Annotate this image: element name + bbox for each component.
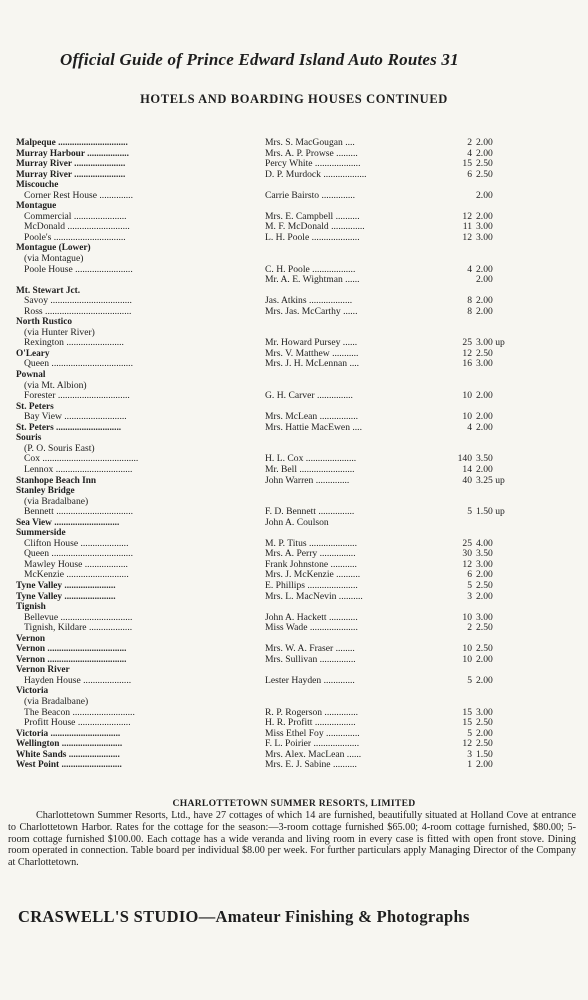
place-name: North Rustico <box>16 317 73 328</box>
daily-rate: 2.00 <box>476 653 493 665</box>
place-name: Savoy .................................. <box>24 295 132 307</box>
proprietor-name: Mrs. Sullivan ............... <box>265 653 356 665</box>
place-name: Wellington .......................... <box>16 739 123 750</box>
proprietor-name: C. H. Poole .................. <box>265 263 356 275</box>
daily-rate: 1.50 up <box>476 506 505 518</box>
daily-rate: 3.50 <box>476 548 493 560</box>
place-name: Summerside <box>16 528 66 539</box>
place-name: Mt. Stewart Jct. <box>16 285 81 296</box>
room-count: 16 <box>462 358 472 370</box>
daily-rate: 3.00 <box>476 611 493 623</box>
place-name: Bellevue .............................. <box>24 611 133 623</box>
proprietor-name: Mrs. L. MacNevin .......... <box>265 590 363 602</box>
listing-row <box>16 191 536 202</box>
proprietor-name: Jas. Atkins .................. <box>265 295 353 307</box>
listing-row <box>16 486 536 497</box>
place-name: McKenzie .......................... <box>24 569 129 581</box>
daily-rate: 2.00 <box>476 263 493 275</box>
room-count: 10 <box>462 653 472 665</box>
proprietor-name: Mrs. A. P. Prowse ......... <box>265 147 358 159</box>
room-count: 12 <box>462 558 472 570</box>
daily-rate: 2.50 <box>476 622 493 634</box>
place-name: Vernon <box>16 633 46 644</box>
listing-row <box>16 233 536 244</box>
room-count: 10 <box>462 390 472 402</box>
proprietor-name: John Warren .............. <box>265 474 350 486</box>
place-name: Tyne Valley ...................... <box>16 591 116 602</box>
proprietor-name: Mrs. W. A. Fraser ........ <box>265 643 355 655</box>
daily-rate: 2.00 <box>476 674 493 686</box>
daily-rate: 3.00 up <box>476 337 505 349</box>
daily-rate: 2.00 <box>476 210 493 222</box>
place-name: Sea View ............................ <box>16 517 120 528</box>
proprietor-name: Mrs. J. McKenzie .......... <box>265 569 361 581</box>
place-name: Victoria <box>16 686 49 697</box>
place-name: Ross .................................... <box>24 305 132 317</box>
proprietor-name: Mr. A. E. Wightman ...... <box>265 274 360 286</box>
room-count: 12 <box>462 738 472 750</box>
listing-row <box>16 697 536 708</box>
room-count: 10 <box>462 611 472 623</box>
daily-rate: 2.50 <box>476 579 493 591</box>
daily-rate: 2.00 <box>476 569 493 581</box>
daily-rate: 3.00 <box>476 358 493 370</box>
proprietor-name: Mrs. S. MacGougan .... <box>265 137 355 148</box>
daily-rate: 1.50 <box>476 748 493 760</box>
listing-row <box>16 275 536 286</box>
daily-rate: 2.50 <box>476 717 493 729</box>
proprietor-name: Mrs. E. Campbell .......... <box>265 210 360 222</box>
room-count: 5 <box>467 506 472 518</box>
daily-rate: 2.00 <box>476 189 493 201</box>
listing-row <box>16 370 536 381</box>
proprietor-name: Frank Johnstone ........... <box>265 558 357 570</box>
place-name: Poole House ........................ <box>24 263 133 275</box>
room-count: 4 <box>467 147 472 159</box>
place-name: McDonald .......................... <box>24 221 130 233</box>
place-name: Rexington ........................ <box>24 337 124 349</box>
room-count: 2 <box>467 137 472 148</box>
room-count: 14 <box>462 463 472 475</box>
place-name: Lennox ................................ <box>24 463 133 475</box>
place-name: Malpeque .............................. <box>16 138 128 148</box>
daily-rate: 3.50 <box>476 453 493 465</box>
listing-row <box>16 655 536 666</box>
place-name: (via Bradalbane) <box>24 495 89 507</box>
room-count: 30 <box>462 548 472 560</box>
daily-rate: 2.00 <box>476 295 493 307</box>
proprietor-name: M. P. Titus .................... <box>265 537 357 549</box>
room-count: 8 <box>467 295 472 307</box>
place-name: Montague <box>16 201 57 212</box>
listing-row <box>16 465 536 476</box>
place-name: Victoria .............................. <box>16 728 121 739</box>
place-name: Bay View .......................... <box>24 411 127 423</box>
place-name: (P. O. Souris East) <box>24 442 95 454</box>
room-count: 25 <box>462 337 472 349</box>
section-heading: HOTELS AND BOARDING HOUSES CONTINUED <box>140 92 448 106</box>
proprietor-name: Mrs. McLean ................ <box>265 411 358 423</box>
proprietor-name: G. H. Carver ............... <box>265 390 353 402</box>
room-count: 6 <box>467 569 472 581</box>
place-name: (via Montague) <box>24 253 84 265</box>
daily-rate: 2.50 <box>476 738 493 750</box>
daily-rate: 2.00 <box>476 147 493 159</box>
listing-row <box>16 170 536 181</box>
proprietor-name: Mrs. Jas. McCarthy ...... <box>265 305 358 317</box>
daily-rate: 2.00 <box>476 421 493 433</box>
daily-rate: 2.00 <box>476 390 493 402</box>
listing-row <box>16 476 536 487</box>
proprietor-name: F. D. Bennett ............... <box>265 506 355 518</box>
proprietor-name: Mrs. A. Perry ............... <box>265 548 356 560</box>
place-name: Montague (Lower) <box>16 243 91 254</box>
place-name: Tyne Valley ...................... <box>16 580 116 591</box>
place-name: Murray Harbour .................. <box>16 148 129 159</box>
listing-row <box>16 686 536 697</box>
proprietor-name: Mr. Howard Pursey ...... <box>265 337 358 349</box>
place-name: Clifton House .................... <box>24 537 129 549</box>
daily-rate: 3.00 <box>476 706 493 718</box>
proprietor-name: Mrs. E. J. Sabine .......... <box>265 759 357 771</box>
room-count: 15 <box>462 717 472 729</box>
room-count: 15 <box>462 158 472 170</box>
place-name: Forester .............................. <box>24 390 130 402</box>
daily-rate: 2.00 <box>476 305 493 317</box>
place-name: Murray River ...................... <box>16 169 126 180</box>
place-name: Cox ........................................ <box>24 453 139 465</box>
room-count: 3 <box>467 590 472 602</box>
proprietor-name: Mrs. J. H. McLennan .... <box>265 358 360 370</box>
daily-rate: 2.50 <box>476 347 493 359</box>
room-count: 12 <box>462 231 472 243</box>
proprietor-name: Miss Wade .................... <box>265 622 358 634</box>
place-name: Stanley Bridge <box>16 486 75 497</box>
room-count: 2 <box>467 622 472 634</box>
room-count: 5 <box>467 579 472 591</box>
daily-rate: 2.00 <box>476 411 493 423</box>
place-name: Commercial ...................... <box>24 210 127 222</box>
place-name: West Point .......................... <box>16 760 122 771</box>
daily-rate: 2.00 <box>476 137 493 148</box>
place-name: Miscouche <box>16 180 59 191</box>
room-count: 10 <box>462 643 472 655</box>
place-name: Vernon River <box>16 665 70 676</box>
proprietor-name: Mrs. V. Matthew ........... <box>265 347 359 359</box>
daily-rate: 2.50 <box>476 643 493 655</box>
proprietor-name: L. H. Poole .................... <box>265 231 360 243</box>
place-name: Queen .................................. <box>24 548 133 560</box>
listing-row <box>16 581 536 592</box>
place-name: Mawley House .................. <box>24 558 128 570</box>
room-count: 140 <box>457 453 472 465</box>
place-name: Queen .................................. <box>24 358 133 370</box>
place-name: (via Mt. Albion) <box>24 379 87 391</box>
room-count: 40 <box>462 474 472 486</box>
place-name: Poole's .............................. <box>24 231 126 243</box>
room-count: 4 <box>467 421 472 433</box>
listing-table <box>16 138 536 771</box>
place-name: Bennett ................................ <box>24 506 133 518</box>
daily-rate: 2.50 <box>476 168 493 180</box>
daily-rate: 3.25 up <box>476 474 505 486</box>
room-count: 8 <box>467 305 472 317</box>
place-name: Vernon .................................. <box>16 644 127 655</box>
room-count: 5 <box>467 727 472 739</box>
room-count: 12 <box>462 347 472 359</box>
room-count: 4 <box>467 263 472 275</box>
proprietor-name: D. P. Murdock .................. <box>265 168 367 180</box>
place-name: (via Hunter River) <box>24 326 95 338</box>
proprietor-name: Lester Hayden ............. <box>265 674 355 686</box>
place-name: (via Bradalbane) <box>24 695 89 707</box>
proprietor-name: Percy White ................... <box>265 158 361 170</box>
place-name: St. Peters ............................ <box>16 422 122 433</box>
place-name: The Beacon .......................... <box>24 706 135 718</box>
listing-row <box>16 243 536 254</box>
resort-description: Charlottetown Summer Resorts, Ltd., have 27 cottages of which 14 are furnished, beautifully situated at Holland Cove at entrance to Charlottetown Harbor. Rates for the cottage for the season:—3-room cottage furnished $65.00; 4-room cottage furnished, $80.00; 5-room cottage furnished $100.00. Each cottage has a wide veranda and living room in every case is fitted with open front stove. Dining room operated in connection. Table board per individual $8.00 per week. For further particulars apply Managing Director of the Company at Charlottetown. <box>8 810 576 869</box>
proprietor-name: Mrs. Alex. MacLean ...... <box>265 748 362 760</box>
listing-row <box>16 592 536 603</box>
proprietor-name: Mrs. Hattie MacEwen .... <box>265 421 362 433</box>
proprietor-name: R. P. Rogerson .............. <box>265 706 359 718</box>
listing-row <box>16 391 536 402</box>
proprietor-name: Carrie Bairsto .............. <box>265 189 356 201</box>
place-name: White Sands ...................... <box>16 749 120 760</box>
room-count: 3 <box>467 748 472 760</box>
place-name: Murray River ...................... <box>16 159 126 170</box>
room-count: 1 <box>467 759 472 771</box>
daily-rate: 3.00 <box>476 221 493 233</box>
daily-rate: 2.50 <box>476 158 493 170</box>
place-name: Stanhope Beach Inn <box>16 475 97 486</box>
room-count: 5 <box>467 674 472 686</box>
place-name: Pownal <box>16 370 46 381</box>
place-name: Vernon .................................. <box>16 654 127 665</box>
proprietor-name: M. F. McDonald .............. <box>265 221 365 233</box>
daily-rate: 2.00 <box>476 463 493 475</box>
page-header: Official Guide of Prince Edward Island Auto Routes 31 <box>60 50 459 69</box>
room-count: 11 <box>462 221 472 233</box>
listing-row <box>16 623 536 634</box>
listing-row <box>16 676 536 687</box>
place-name: Corner Rest House .............. <box>24 189 133 201</box>
proprietor-name: John A. Hackett ............ <box>265 611 358 623</box>
daily-rate: 3.00 <box>476 558 493 570</box>
listing-row <box>16 760 536 771</box>
proprietor-name: E. Phillips ..................... <box>265 579 358 591</box>
listing-row <box>16 359 536 370</box>
advertisement-footer: CRASWELL'S STUDIO—Amateur Finishing & Photographs <box>18 907 470 926</box>
room-count: 25 <box>462 537 472 549</box>
proprietor-name: H. R. Profitt ................. <box>265 717 356 729</box>
room-count: 12 <box>462 210 472 222</box>
place-name: St. Peters <box>16 401 54 412</box>
room-count: 6 <box>467 168 472 180</box>
resort-title: CHARLOTTETOWN SUMMER RESORTS, LIMITED <box>172 798 416 809</box>
daily-rate: 2.00 <box>476 590 493 602</box>
listing-row <box>16 518 536 529</box>
place-name: Tignish, Kildare .................. <box>24 622 133 634</box>
daily-rate: 3.00 <box>476 231 493 243</box>
place-name: O'Leary <box>16 348 50 359</box>
daily-rate: 4.00 <box>476 537 493 549</box>
place-name: Tignish <box>16 602 46 613</box>
place-name: Hayden House .................... <box>24 674 132 686</box>
room-count: 15 <box>462 706 472 718</box>
daily-rate: 2.00 <box>476 727 493 739</box>
place-name: Profitt House ...................... <box>24 717 131 729</box>
proprietor-name: Mr. Bell ....................... <box>265 463 355 475</box>
listing-row <box>16 307 536 318</box>
proprietor-name: F. L. Poirier ................... <box>265 738 360 750</box>
proprietor-name: Miss Ethel Foy .............. <box>265 727 360 739</box>
room-count: 10 <box>462 411 472 423</box>
listing-row <box>16 138 536 149</box>
daily-rate: 2.00 <box>476 274 493 286</box>
proprietor-name: H. L. Cox ..................... <box>265 453 357 465</box>
listing-row <box>16 423 536 434</box>
listing-row <box>16 254 536 265</box>
daily-rate: 2.00 <box>476 759 493 771</box>
place-name: Souris <box>16 433 42 444</box>
proprietor-name: John A. Coulson <box>265 516 329 528</box>
